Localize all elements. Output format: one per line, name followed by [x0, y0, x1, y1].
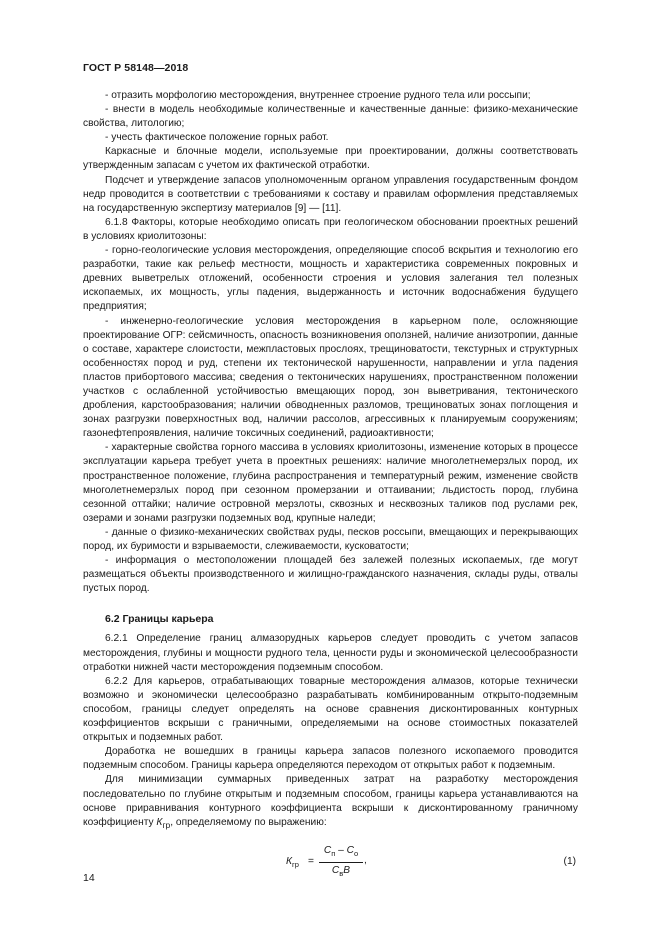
- page-number: 14: [83, 872, 95, 884]
- paragraph-formula-intro: [83, 773, 578, 831]
- formula-numerator: [319, 844, 363, 862]
- paragraph-text: Для минимизации суммарных приведенных затрат на разработку месторождения последовательно по глубине открытым и подземным способом, границы карьера устанавливаются на основе приравнивания контурного коэффициента вскрыши к дисконтированному граничному коэффициенту: [83, 774, 578, 828]
- denominator-term-b: В: [343, 864, 351, 876]
- formula-fraction: [319, 844, 363, 881]
- formula-minus: –: [335, 844, 347, 856]
- document-header: ГОСТ Р 58148—2018: [83, 62, 189, 74]
- formula-number: (1): [563, 855, 576, 867]
- list-item: - внести в модель необходимые количественные и качественные данные: физико-механические свойства, литологию;: [83, 104, 578, 130]
- paragraph: 6.2.1 Определение границ алмазорудных карьеров следует проводить с учетом запасов месторождения, глубины и мощности рудного тела, ценности руды и экономической целесообразности отработки нижней части месторождения подземным способом.: [83, 633, 578, 673]
- list-item: - информация о местоположении площадей без залежей полезных ископаемых, где могут размещаться объекты производственного и жилищно-гражданского назначения, склады руды, отвалы пустых пород.: [83, 555, 578, 595]
- formula-1: [83, 840, 578, 892]
- paragraph: Подсчет и утверждение запасов уполномоченным органом управления государственным фондом недр проводится в соответствии с требованиями к составу и правилам оформления представляемых на государственную экспертизу материалов [9] — [11].: [83, 174, 578, 214]
- list-item: - отразить морфологию месторождения, внутреннее строение рудного тела или россыпи;: [105, 90, 531, 101]
- paragraph-tail: , определяемому по выражению:: [170, 816, 327, 828]
- list-item: - учесть фактическое положение горных работ.: [105, 132, 329, 144]
- numerator-term-a: С: [323, 844, 332, 856]
- page-body: [83, 89, 578, 892]
- paragraph: 6.2.2 Для карьеров, отрабатывающих товарные месторождения алмазов, которые технически возможно и экономически целесообразно разрабатывать комбинированным открыто-подземным способом, границы следует определять на основе сравнения дисконтированных контурных коэффициентов вскрыши с граничными, определяемыми на основе стоимостных показателей открытых и подземных работ.: [83, 675, 578, 744]
- formula-equals: =: [308, 855, 314, 867]
- numerator-term-a-subscript: п: [331, 848, 336, 858]
- list-item: - горно-геологические условия месторождения, определяющие способ вскрытия и технологию его разработки, такие как рельеф местности, мощность и характеристика современных покровных и древних выветрелых отложений, особенности строения и условия залегания тел полезных ископаемых, их мощность, углы падения, выдержанность и источник водоснабжения будущего предприятия;: [83, 245, 578, 313]
- list-item: - характерные свойства горного массива в условиях криолитозоны, изменение которых в процессе эксплуатации карьера требует учета в проектных решениях: наличие многолетнемерзлых пород, их пространственное положение, глубина распространения и температурный режим, изменение свойств многолетнемерзлых пород при сезонном промерзании и оттаивании; льдистость пород, глубина сезонной оттайки; наличие островной мерзлоты, сквозных и несквозных таликов под руслами рек, озерами и зонами разгрузки подземных вод, крупные наледи;: [83, 442, 578, 524]
- coefficient-symbol: К: [156, 816, 163, 828]
- numerator-term-b-subscript: о: [353, 848, 359, 858]
- paragraph: Каркасные и блочные модели, используемые при проектировании, должны соответствовать утвержденным запасам с учетом их фактической отработки.: [83, 146, 578, 172]
- paragraph: 6.1.8 Факторы, которые необходимо описать при геологическом обосновании проектных решений в условиях криолитозоны:: [83, 216, 578, 242]
- list-item: - данные о физико-механических свойствах руды, песков россыпи, вмещающих и перекрывающих пород, их буримости и взрываемости, слеживаемости, кусковатости;: [83, 526, 578, 552]
- denominator-term: С: [331, 864, 340, 876]
- denominator-subscript: в: [339, 868, 344, 878]
- formula-lhs-subscript: гр: [292, 859, 299, 869]
- formula-lhs: [286, 855, 299, 872]
- formula-comma: ,: [364, 854, 367, 866]
- formula-denominator: [319, 863, 363, 881]
- numerator-term-b: С: [346, 844, 354, 856]
- coefficient-subscript: гр: [162, 819, 171, 830]
- paragraph: Доработка не вошедших в границы карьера запасов полезного ископаемого проводится подземным способом. Границы карьера определяются переходом от открытых работ к подземным.: [83, 746, 578, 772]
- section-heading: 6.2 Границы карьера: [105, 613, 214, 626]
- formula-lhs-symbol: К: [286, 855, 293, 867]
- list-item: - инженерно-геологические условия месторождения в карьерном поле, осложняющие проектирование ОГР: сейсмичность, опасность возникновения оползней, наличие анизотропии, данные о составе, характере слоистости, межпластовых прослоях, трещиноватости, текстурных и структурных особенностях пород и руд, степени их тектонической нарушенности, направлении и угла падения пластов прибортового массива; сведения о тектонических нарушениях, пространственном положении участков с ослабленной устойчивостью вмещающих пород, зон выветривания, тектонического дробления, карстообразования; наличии обводненных разломов, трещиноватых зонах поглощения и зонах разгрузки поверхностных вод, наличии рассолов, агрессивных к планируемым сооружениям; газонефтепроявления, наличие токсичных соединений, радиоактивности;: [83, 315, 578, 440]
